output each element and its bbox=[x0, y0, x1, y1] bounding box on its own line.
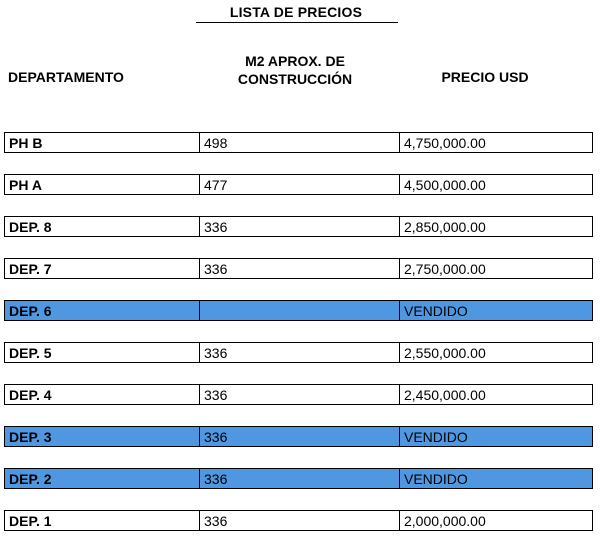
cell-m2: 336 bbox=[199, 427, 399, 446]
cell-m2: 336 bbox=[199, 469, 399, 488]
table-row bbox=[4, 510, 593, 531]
cell-department: PH B bbox=[9, 134, 43, 151]
cell-department: DEP. 3 bbox=[9, 428, 52, 445]
cell-department: DEP. 5 bbox=[9, 344, 52, 361]
table-row bbox=[4, 216, 593, 237]
cell-department: DEP. 6 bbox=[9, 302, 52, 319]
cell-price: 2,850,000.00 bbox=[399, 217, 592, 236]
cell-price: VENDIDO bbox=[399, 427, 592, 446]
cell-price: 2,000,000.00 bbox=[399, 511, 592, 530]
cell-department: DEP. 4 bbox=[9, 386, 52, 403]
cell-m2 bbox=[199, 301, 399, 320]
cell-m2: 336 bbox=[199, 511, 399, 530]
cell-department: PH A bbox=[9, 176, 42, 193]
column-header-price: PRECIO USD bbox=[441, 69, 529, 85]
cell-price: 2,550,000.00 bbox=[399, 343, 592, 362]
table-row bbox=[4, 468, 593, 489]
cell-department: DEP. 1 bbox=[9, 512, 52, 529]
cell-department: DEP. 8 bbox=[9, 218, 52, 235]
cell-m2: 336 bbox=[199, 385, 399, 404]
cell-price: 4,750,000.00 bbox=[399, 133, 592, 152]
column-header-m2-line2: CONSTRUCCIÓN bbox=[237, 71, 353, 87]
cell-m2: 336 bbox=[199, 217, 399, 236]
cell-m2: 498 bbox=[199, 133, 399, 152]
cell-m2: 477 bbox=[199, 175, 399, 194]
cell-price: 4,500,000.00 bbox=[399, 175, 592, 194]
cell-price: 2,750,000.00 bbox=[399, 259, 592, 278]
table-row bbox=[4, 342, 593, 363]
table-row bbox=[4, 300, 593, 321]
table-row bbox=[4, 174, 593, 195]
page-title: LISTA DE PRECIOS bbox=[229, 4, 363, 20]
cell-price: VENDIDO bbox=[399, 469, 592, 488]
cell-price: 2,450,000.00 bbox=[399, 385, 592, 404]
cell-m2: 336 bbox=[199, 343, 399, 362]
column-header-m2 bbox=[210, 52, 380, 88]
cell-price: VENDIDO bbox=[399, 301, 592, 320]
column-header-department: DEPARTAMENTO bbox=[8, 69, 124, 85]
cell-department: DEP. 7 bbox=[9, 260, 52, 277]
table-row bbox=[4, 258, 593, 279]
title-underline bbox=[196, 22, 398, 23]
table-row bbox=[4, 132, 593, 153]
cell-m2: 336 bbox=[199, 259, 399, 278]
column-header-m2-line1: M2 APROX. DE bbox=[245, 53, 345, 69]
table-row bbox=[4, 384, 593, 405]
table-row bbox=[4, 426, 593, 447]
cell-department: DEP. 2 bbox=[9, 470, 52, 487]
